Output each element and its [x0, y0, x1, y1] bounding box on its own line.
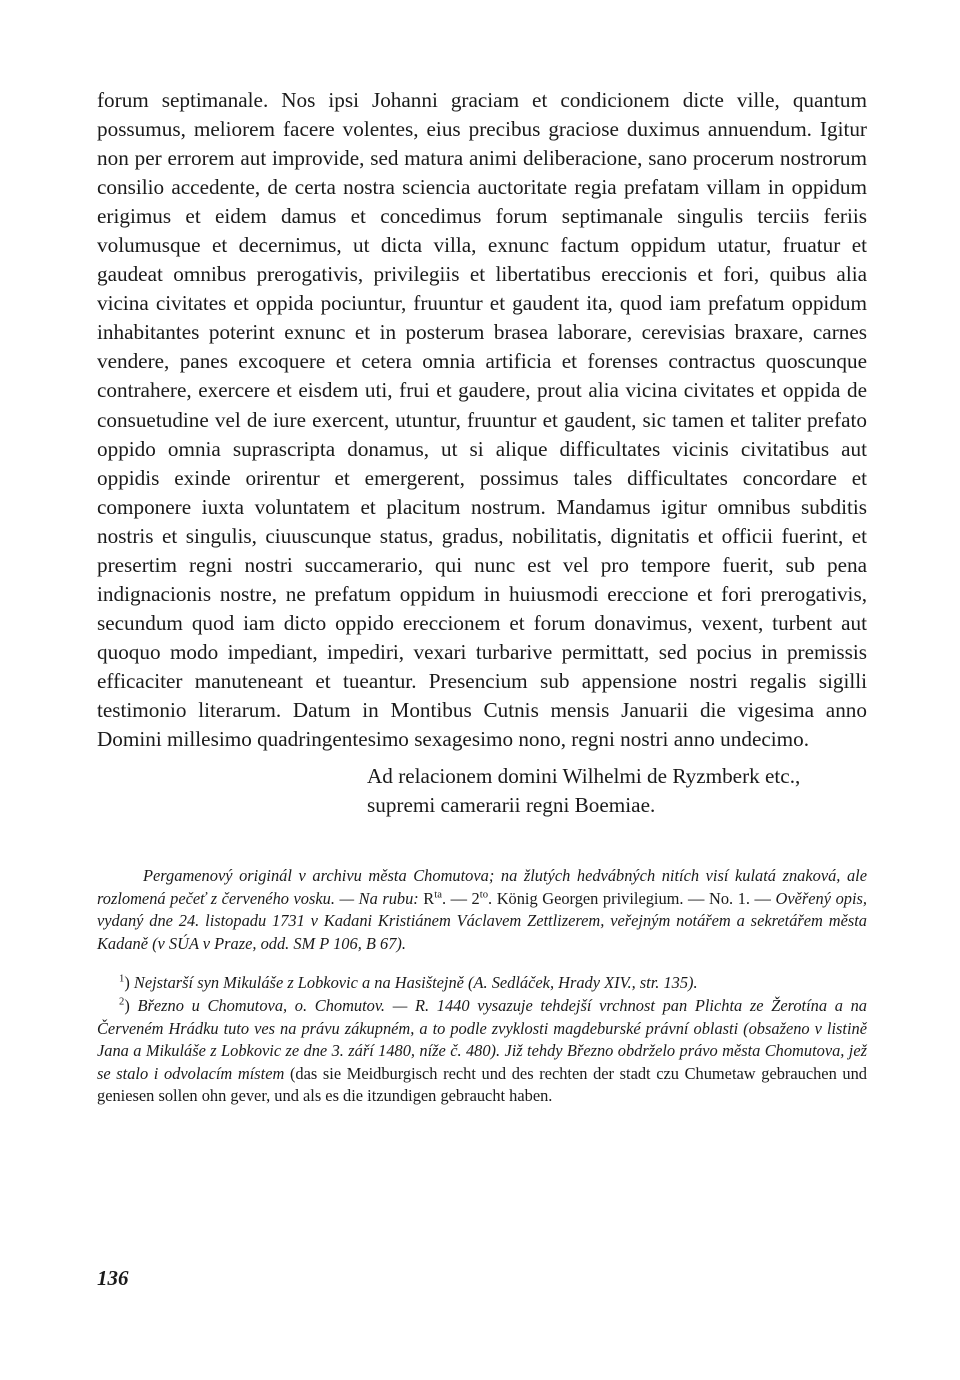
- provenance-text-2: . König Georgen privilegium. — No. 1. —: [488, 888, 776, 908]
- provenance-note: [97, 865, 867, 955]
- rubu-after: . — 2: [441, 888, 480, 908]
- signature-line-1: Ad relacionem domini Wilhelmi de Ryzmberk etc.,: [367, 764, 801, 789]
- footnote-text-plain: (das sie Meidburgisch recht und des rechten der stadt czu Chumetaw gebrauchen und geniesen sollen ohn gever, und als es die itzundigen gebraucht haben.: [97, 1063, 867, 1106]
- signature-block: [367, 762, 867, 820]
- main-text: forum septimanale. Nos ipsi Johanni graciam et condicionem dicte ville, quantum possumus, meliorem facere volentes, eius precibus graciose duximus annuendum. Igitur non per errorem aut improvide, sed matura animi deliberacione, sano procerum nostrorum consilio accedente, de certa nostra sciencia auctoritate regia prefatam villam in oppidum erigimus et eidem damus et concedimus forum septimanale singulis terciis feriis volumusque et decernimus, ut dicta villa, exnunc factum oppidum utatur, fruatur et gaudeat omnibus prerogativis, privilegiis et libertatibus ereccionis et fori, quibus alia vicina civitates et oppida pociuntur, fruuntur et gaudent ita, quod iam prefatum oppidum inhabitantes poterint exnunc et in posterum brasea laborare, cerevisias braxare, carnes vendere, panes excoquere et cetera omnia artificia et forenses contractus quoscunque contrahere, exercere et eisdem uti, frui et gaudere, prout alia vicina civitates et oppida de consuetudine vel de iure exercent, utuntur, fruuntur et gaudent, sic tamen et taliter prefato oppido omnia suprascripta donamus, ut si alique difficultates vicinis civitatibus aut oppidis exinde orirentur et emergerent, possimus tales difficultates concordare et componere iuxta voluntatem et placitum nostrum. Mandamus igitur omnibus subditis nostris et singulis, ciuuscunque status, gradus, nobilitatis, dignitatis et officii fuerint, et presertim regni nostri succamerario, qui nunc est vel pro tempore fuerit, sub pena indignacionis nostre, ne prefatum oppidum in huiusmodi ereccione et fori prerogativis, secundum quod iam dicto oppido ereccionem et forum donavimus, vexent, turbent aut quoquo modo impediant, impediri, vexari turbarive permittatt, sed pocius in premissis efficaciter manuteneant et tueantur. Presencium sub appensione nostri regalis sigilli testimonio literarum. Datum in Montibus Cutnis mensis Januarii die vigesima anno Domini millesimo quadringentesimo sexagesimo nono, regni nostri anno undecimo.: [97, 88, 867, 752]
- page-content: [97, 86, 867, 1108]
- footnote-1: $^1$) Nejstarší syn Mikuláše z Lobkovic a na Hasištejně (A. Sedláček, Hrady XIV., str. 135).: [119, 973, 698, 993]
- footnote-2: $^2$) Březno u Chomutova, o. Chomutov. — R. 1440 vysazuje tehdejší vrchnost pan Plichta ze Žerotína a na Červeném Hrádku tuto ves na právu zákupném, a to podle zvyklosti magdeburské právní oblasti (obsaženo v listině Jana a Mikuláše z Lobkovic ze dne 3. září 1480, níže č. 480). Již tehdy Březno obdrželo právo města Chomutova, jež se stalo i odvolacím místem (das sie Meidburgisch recht und des rechten der stadt czu Chumetaw gebrauchen und geniesen sollen ohn gever, und als es die itzundigen gebraucht haben.: [97, 996, 867, 1106]
- footnote-text: Březno u Chomutova, o. Chomutov. — R. 1440 vysazuje tehdejší vrchnost pan Plichta ze Žerotína a na Červeném Hrádku tuto ves na právu zákupném, a to podle zvyklosti magdeburské právní oblasti (obsaženo v listině Jana a Mikuláše z Lobkovic ze dne 3. září 1480, níže č. 480). Již tehdy Březno obdrželo právo města Chomutova, jež se stalo i odvolacím místem: [97, 996, 867, 1083]
- rubu-sup-2: to: [479, 889, 489, 901]
- page-number: 136: [97, 1266, 129, 1290]
- footnote-mark: 1: [119, 973, 125, 985]
- signature-line-2: supremi camerarii regni Boemiae.: [367, 793, 656, 818]
- rubu-mark: R: [423, 888, 435, 908]
- provenance-text-1: Pergamenový originál v archivu města Chomutova; na žlutých hedvábných nitích visí kulatá znaková, ale rozlomená pečeť z červeného vosku. — Na rubu:: [97, 866, 867, 908]
- footnote-text: Nejstarší syn Mikuláše z Lobkovic a na Hasištejně (A. Sedláček, Hrady XIV., str. 135).: [133, 973, 698, 993]
- rubu-sup: ta: [434, 889, 442, 901]
- footnote-mark: 2: [119, 996, 125, 1008]
- provenance-text-3: Ověřený opis, vydaný dne 24. listopadu 1731 v Kadani Kristiánem Václavem Zettlizerem, veřejným notářem a sekretářem města Kadaně (v SÚA v Praze, odd. SM P 106, B 67).: [97, 888, 867, 953]
- footnotes: [97, 972, 867, 1108]
